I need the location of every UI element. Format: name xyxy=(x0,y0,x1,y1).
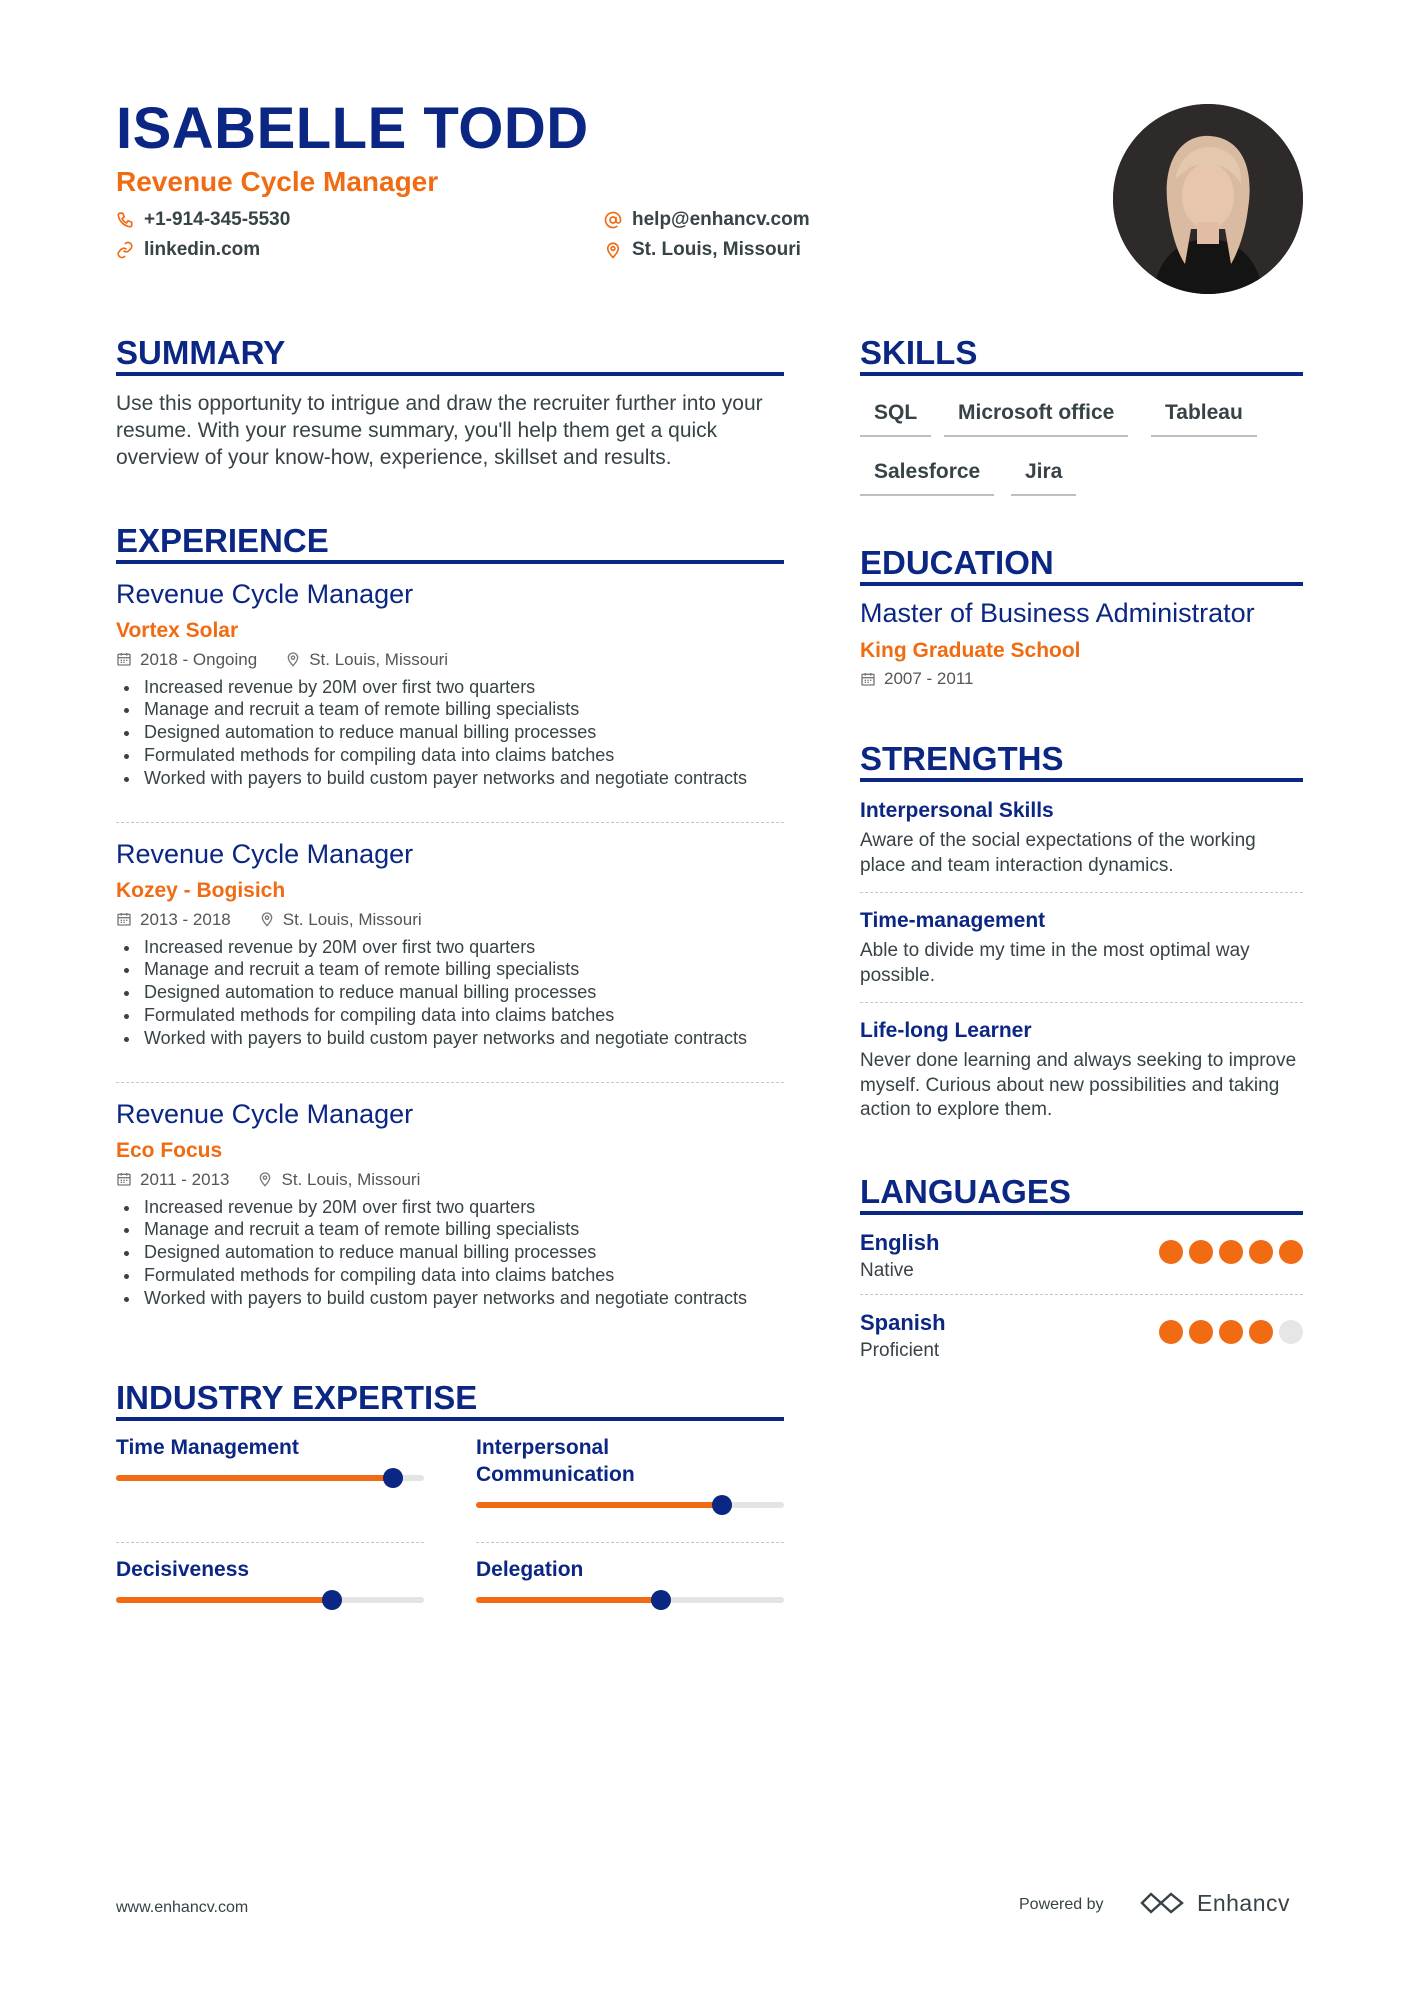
education-dates: 2007 - 2011 xyxy=(884,669,974,688)
job-bullet: Formulated methods for compiling data into claims batches xyxy=(116,1004,784,1027)
job-meta xyxy=(116,911,784,928)
expertise-slider-fill xyxy=(476,1597,661,1603)
language-level: Proficient xyxy=(860,1340,940,1361)
enhancv-logo-icon xyxy=(1139,1890,1185,1916)
expertise-label: Delegation xyxy=(476,1558,584,1581)
expertise-slider xyxy=(116,1597,424,1603)
divider xyxy=(116,1082,784,1083)
email-contact[interactable] xyxy=(604,210,810,229)
skills-heading: SKILLS xyxy=(860,334,978,371)
expertise-slider xyxy=(116,1475,424,1481)
strength-title: Life-long Learner xyxy=(860,1019,1032,1042)
strength-item xyxy=(860,1020,1303,1123)
phone-text: +1-914-345-5530 xyxy=(144,209,291,230)
expertise-label: Time Management xyxy=(116,1436,299,1459)
job-bullet: Manage and recruit a team of remote billing specialists xyxy=(116,1218,784,1241)
footer-website[interactable]: www.enhancv.com xyxy=(116,1899,249,1916)
map-pin-icon xyxy=(257,1171,273,1187)
enhancv-logo[interactable] xyxy=(1139,1890,1290,1916)
rating-dot xyxy=(1249,1240,1273,1264)
education-rule xyxy=(860,582,1303,586)
email-text: help@enhancv.com xyxy=(632,209,810,230)
experience-heading: EXPERIENCE xyxy=(116,522,329,559)
rating-dot xyxy=(1159,1240,1183,1264)
skill-tag: SQL xyxy=(860,402,931,437)
job-bullets xyxy=(116,676,784,790)
expertise-slider-knob xyxy=(712,1495,732,1515)
language-name: Spanish xyxy=(860,1310,946,1335)
job-bullet: Worked with payers to build custom payer networks and negotiate contracts xyxy=(116,767,784,790)
education-school: King Graduate School xyxy=(860,639,1081,662)
job-location: St. Louis, Missouri xyxy=(281,1169,421,1189)
portrait-photo xyxy=(1113,104,1303,294)
job-bullet: Worked with payers to build custom payer networks and negotiate contracts xyxy=(116,1287,784,1310)
language-rating xyxy=(1159,1320,1303,1344)
job-meta xyxy=(116,651,784,668)
phone-icon xyxy=(116,211,134,229)
job-bullet: Manage and recruit a team of remote billing specialists xyxy=(116,698,784,721)
calendar-icon xyxy=(116,911,132,927)
education-heading: EDUCATION xyxy=(860,544,1054,581)
strengths-rule xyxy=(860,778,1303,782)
expertise-slider-fill xyxy=(116,1597,332,1603)
rating-dot xyxy=(1219,1320,1243,1344)
education-dates-row xyxy=(860,670,973,687)
experience-rule xyxy=(116,560,784,564)
job-dates: 2011 - 2013 xyxy=(140,1169,230,1189)
industry-expertise-heading: INDUSTRY EXPERTISE xyxy=(116,1379,478,1416)
divider xyxy=(860,892,1303,893)
rating-dot xyxy=(1159,1320,1183,1344)
calendar-icon xyxy=(860,671,876,687)
job-bullet: Designed automation to reduce manual billing processes xyxy=(116,981,784,1004)
avatar xyxy=(1113,104,1303,294)
link-icon xyxy=(116,241,134,259)
divider xyxy=(860,1002,1303,1003)
brand-name: Enhancv xyxy=(1197,1889,1291,1916)
location-text: St. Louis, Missouri xyxy=(632,239,801,260)
language-rating xyxy=(1159,1240,1303,1264)
expertise-item xyxy=(476,1556,784,1603)
expertise-label: Decisiveness xyxy=(116,1558,250,1581)
skill-tag: Salesforce xyxy=(860,461,994,496)
candidate-title: Revenue Cycle Manager xyxy=(116,166,439,197)
job-bullet: Designed automation to reduce manual billing processes xyxy=(116,1241,784,1264)
job-bullets xyxy=(116,1196,784,1310)
summary-rule xyxy=(116,372,784,376)
job-company: Eco Focus xyxy=(116,1138,223,1162)
strengths-heading: STRENGTHS xyxy=(860,740,1064,777)
language-item xyxy=(860,1232,1303,1280)
linkedin-contact[interactable] xyxy=(116,240,260,259)
skill-tag: Microsoft office xyxy=(944,402,1128,437)
expertise-slider xyxy=(476,1502,784,1508)
strength-title: Interpersonal Skills xyxy=(860,799,1054,822)
job-bullet: Formulated methods for compiling data into claims batches xyxy=(116,744,784,767)
job-role: Revenue Cycle Manager xyxy=(116,579,414,609)
map-pin-icon xyxy=(285,651,301,667)
expertise-slider-fill xyxy=(116,1475,393,1481)
divider xyxy=(116,822,784,823)
footer-powered-by: Powered by xyxy=(1019,1896,1104,1913)
divider xyxy=(116,1542,424,1543)
job-role: Revenue Cycle Manager xyxy=(116,839,414,869)
expertise-label: Interpersonal Communication xyxy=(476,1436,635,1486)
candidate-name: ISABELLE TODD xyxy=(116,96,589,161)
skill-tag: Tableau xyxy=(1151,402,1257,437)
job-bullet: Increased revenue by 20M over first two quarters xyxy=(116,936,784,959)
at-icon xyxy=(604,211,622,229)
strength-title: Time-management xyxy=(860,909,1046,932)
calendar-icon xyxy=(116,1171,132,1187)
calendar-icon xyxy=(116,651,132,667)
job-location: St. Louis, Missouri xyxy=(309,649,449,669)
job-entry xyxy=(116,840,784,1049)
languages-rule xyxy=(860,1211,1303,1215)
job-bullets xyxy=(116,936,784,1050)
expertise-slider-knob xyxy=(651,1590,671,1610)
map-pin-icon xyxy=(259,911,275,927)
job-entry xyxy=(116,1100,784,1309)
job-bullet: Formulated methods for compiling data into claims batches xyxy=(116,1264,784,1287)
rating-dot xyxy=(1279,1320,1303,1344)
location-contact xyxy=(604,240,801,259)
rating-dot xyxy=(1189,1240,1213,1264)
job-company: Vortex Solar xyxy=(116,618,239,642)
job-bullet: Designed automation to reduce manual billing processes xyxy=(116,721,784,744)
language-name: English xyxy=(860,1230,940,1255)
rating-dot xyxy=(1189,1320,1213,1344)
language-level: Native xyxy=(860,1260,914,1281)
job-bullet: Manage and recruit a team of remote billing specialists xyxy=(116,958,784,981)
rating-dot xyxy=(1279,1240,1303,1264)
rating-dot xyxy=(1249,1320,1273,1344)
expertise-slider-knob xyxy=(383,1468,403,1488)
job-role: Revenue Cycle Manager xyxy=(116,1099,414,1129)
education-degree: Master of Business Administrator xyxy=(860,598,1255,628)
job-meta xyxy=(116,1171,784,1188)
job-dates: 2018 - Ongoing xyxy=(140,649,258,669)
strength-desc: Never done learning and always seeking to improve myself. Curious about new possibilities and taking action to explore them. xyxy=(860,1050,1297,1120)
expertise-slider xyxy=(476,1597,784,1603)
strength-item xyxy=(860,910,1303,988)
strength-desc: Able to divide my time in the most optimal way possible. xyxy=(860,940,1250,986)
skill-tag: Jira xyxy=(1011,461,1076,496)
languages-heading: LANGUAGES xyxy=(860,1173,1071,1210)
expertise-slider-knob xyxy=(322,1590,342,1610)
expertise-slider-fill xyxy=(476,1502,722,1508)
strength-item xyxy=(860,800,1303,878)
industry-expertise-rule xyxy=(116,1417,784,1421)
summary-text: Use this opportunity to intrigue and draw the recruiter further into your resume. With your resume summary, you'll help them get a quick overview of your know-how, experience, skillset and results. xyxy=(116,392,763,469)
map-pin-icon xyxy=(604,241,622,259)
skills-rule xyxy=(860,372,1303,376)
job-bullet: Worked with payers to build custom payer networks and negotiate contracts xyxy=(116,1027,784,1050)
job-location: St. Louis, Missouri xyxy=(282,909,422,929)
expertise-item xyxy=(476,1434,784,1508)
job-entry xyxy=(116,580,784,789)
divider xyxy=(860,1294,1303,1295)
job-dates: 2013 - 2018 xyxy=(140,909,231,929)
strength-desc: Aware of the social expectations of the working place and team interaction dynamics. xyxy=(860,830,1256,876)
phone-contact[interactable] xyxy=(116,210,290,229)
summary-heading: SUMMARY xyxy=(116,334,286,371)
job-company: Kozey - Bogisich xyxy=(116,878,286,902)
job-bullet: Increased revenue by 20M over first two quarters xyxy=(116,1196,784,1219)
job-bullet: Increased revenue by 20M over first two quarters xyxy=(116,676,784,699)
expertise-item xyxy=(116,1434,424,1481)
linkedin-text: linkedin.com xyxy=(144,239,261,260)
expertise-item xyxy=(116,1556,424,1603)
language-item xyxy=(860,1312,1303,1360)
divider xyxy=(476,1542,784,1543)
rating-dot xyxy=(1219,1240,1243,1264)
